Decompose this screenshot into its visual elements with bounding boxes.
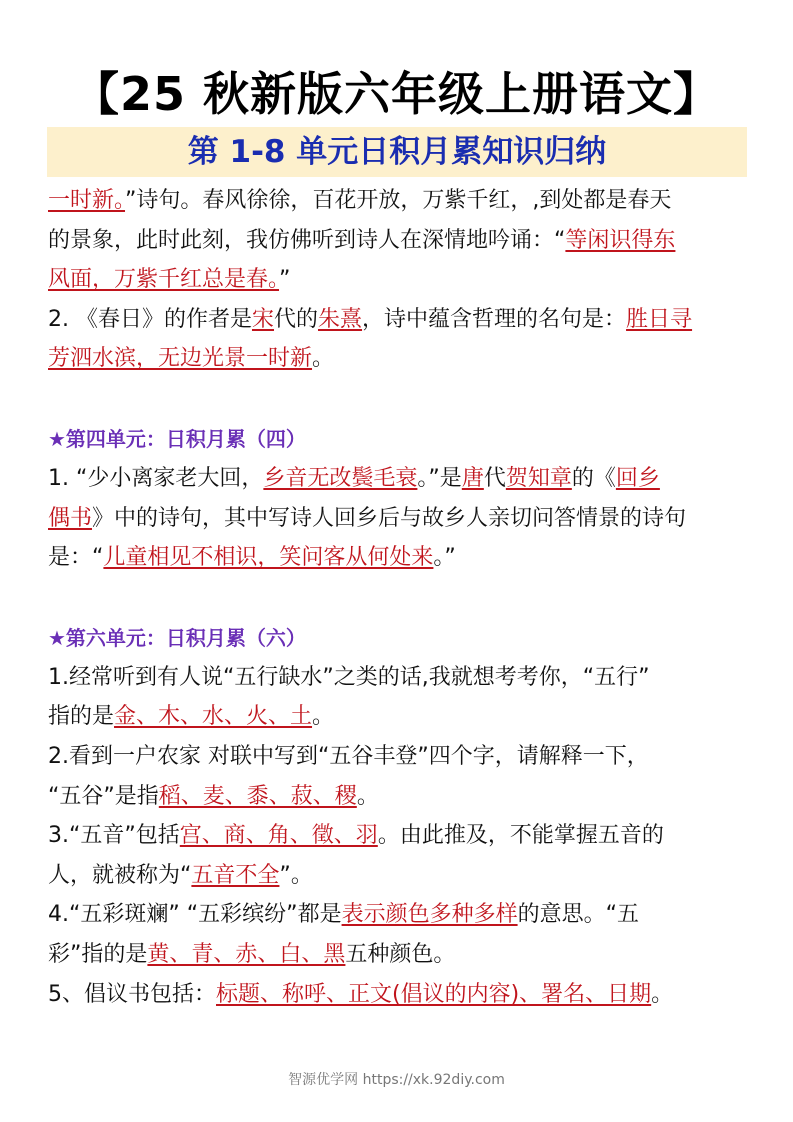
answer: 唐 bbox=[461, 465, 484, 491]
text: 的景象，此时此刻，我仿佛听到诗人在深情地吟诵：“ bbox=[48, 227, 566, 253]
text: “五谷”是指 bbox=[48, 783, 159, 809]
answer: 黄、青、赤、白、黑 bbox=[147, 941, 346, 967]
answer: 稻、麦、黍、菽、稷 bbox=[158, 783, 357, 809]
spacer bbox=[48, 379, 753, 419]
question-line bbox=[48, 339, 753, 379]
text: ，诗中蕴含哲理的名句是： bbox=[362, 306, 627, 332]
answer: 等闲识得东 bbox=[565, 227, 676, 253]
text: 。 bbox=[312, 346, 335, 372]
question-line bbox=[48, 697, 753, 737]
answer: 宫、商、角、徵、羽 bbox=[179, 823, 378, 849]
question-line bbox=[48, 300, 753, 340]
answer: 金、木、水、火、土 bbox=[114, 704, 313, 730]
answer: 一时新。 bbox=[48, 188, 126, 213]
text: 》中的诗句，其中写诗人回乡后与故乡人亲切问答情景的诗句 bbox=[92, 505, 687, 531]
text: ” bbox=[279, 267, 291, 293]
question-line bbox=[48, 816, 753, 856]
answer: 芳泗水滨，无边光景一时新 bbox=[48, 346, 313, 372]
text: 1. “少小离家老大回， bbox=[48, 465, 264, 491]
spacer bbox=[48, 578, 753, 618]
text: 。由此推及，不能掌握五音的 bbox=[377, 823, 664, 849]
text: ”。 bbox=[279, 862, 313, 888]
question-line bbox=[48, 935, 753, 975]
text: ”诗句。春风徐徐，百花开放，万紫千红，,到处都是春天 bbox=[125, 188, 672, 213]
text: 。” bbox=[433, 545, 456, 571]
text: 4.“五彩斑斓” “五彩缤纷”都是 bbox=[48, 902, 342, 928]
question-line bbox=[48, 459, 753, 499]
answer: 风面，万紫千红总是春。 bbox=[48, 267, 280, 293]
section-heading-unit4: ★第四单元：日积月累（四） bbox=[48, 426, 306, 451]
section-heading-unit6: ★第六单元：日积月累（六） bbox=[48, 625, 306, 650]
text: 5、倡议书包括： bbox=[48, 981, 216, 1007]
answer: 五音不全 bbox=[191, 862, 280, 888]
answer: 偶书 bbox=[48, 505, 93, 531]
text: 人，就被称为“ bbox=[48, 862, 192, 888]
text: 。 bbox=[356, 783, 379, 809]
answer: 乡音无改鬓毛衰 bbox=[263, 465, 418, 491]
page-title: 【25 秋新版六年级上册语文】 bbox=[72, 67, 721, 121]
answer: 回乡 bbox=[615, 465, 660, 491]
answer: 儿童相见不相识，笑问客从何处来 bbox=[103, 545, 434, 571]
question-line bbox=[48, 895, 753, 935]
text: 2.看到一户农家 对联中写到“五谷丰登”四个字，请解释一下， bbox=[48, 743, 649, 769]
text: 。 bbox=[312, 704, 335, 730]
text: 的《 bbox=[571, 465, 616, 491]
text: 指的是 bbox=[48, 704, 115, 730]
question-line bbox=[48, 975, 753, 1015]
answer: 胜日寻 bbox=[626, 306, 693, 332]
text: 。”是 bbox=[417, 465, 462, 491]
question-line bbox=[48, 499, 753, 539]
text: 代的 bbox=[274, 306, 319, 332]
answer: 宋 bbox=[251, 306, 274, 332]
text: 彩”指的是 bbox=[48, 941, 148, 967]
text: 2. 《春日》的作者是 bbox=[48, 306, 252, 332]
answer: 表示颜色多种多样 bbox=[341, 902, 518, 928]
continued-line-1 bbox=[48, 181, 753, 221]
question-line bbox=[48, 737, 753, 777]
text: 。 bbox=[651, 981, 674, 1007]
text: 3.“五音”包括 bbox=[48, 823, 180, 849]
answer: 标题、称呼、正文(倡议的内容)、署名、日期 bbox=[216, 981, 652, 1007]
continued-line-2 bbox=[48, 221, 753, 261]
text: 的意思。“五 bbox=[517, 902, 639, 928]
answer: 朱熹 bbox=[318, 306, 363, 332]
question-line bbox=[48, 856, 753, 896]
text: 1.经常听到有人说“五行缺水”之类的话,我就想考考你，“五行” bbox=[48, 664, 650, 690]
text: 是：“ bbox=[48, 545, 104, 571]
question-line bbox=[48, 658, 753, 698]
answer: 贺知章 bbox=[505, 465, 572, 491]
question-line bbox=[48, 538, 753, 578]
page-subtitle: 第 1-8 单元日积月累知识归纳 bbox=[47, 127, 747, 177]
text: 五种颜色。 bbox=[345, 941, 456, 967]
text: 代 bbox=[483, 465, 506, 491]
question-line bbox=[48, 777, 753, 817]
document-body bbox=[48, 181, 753, 1014]
footer-watermark: 智源优学网 https://xk.92diy.com bbox=[288, 1072, 505, 1088]
continued-line-3 bbox=[48, 260, 753, 300]
